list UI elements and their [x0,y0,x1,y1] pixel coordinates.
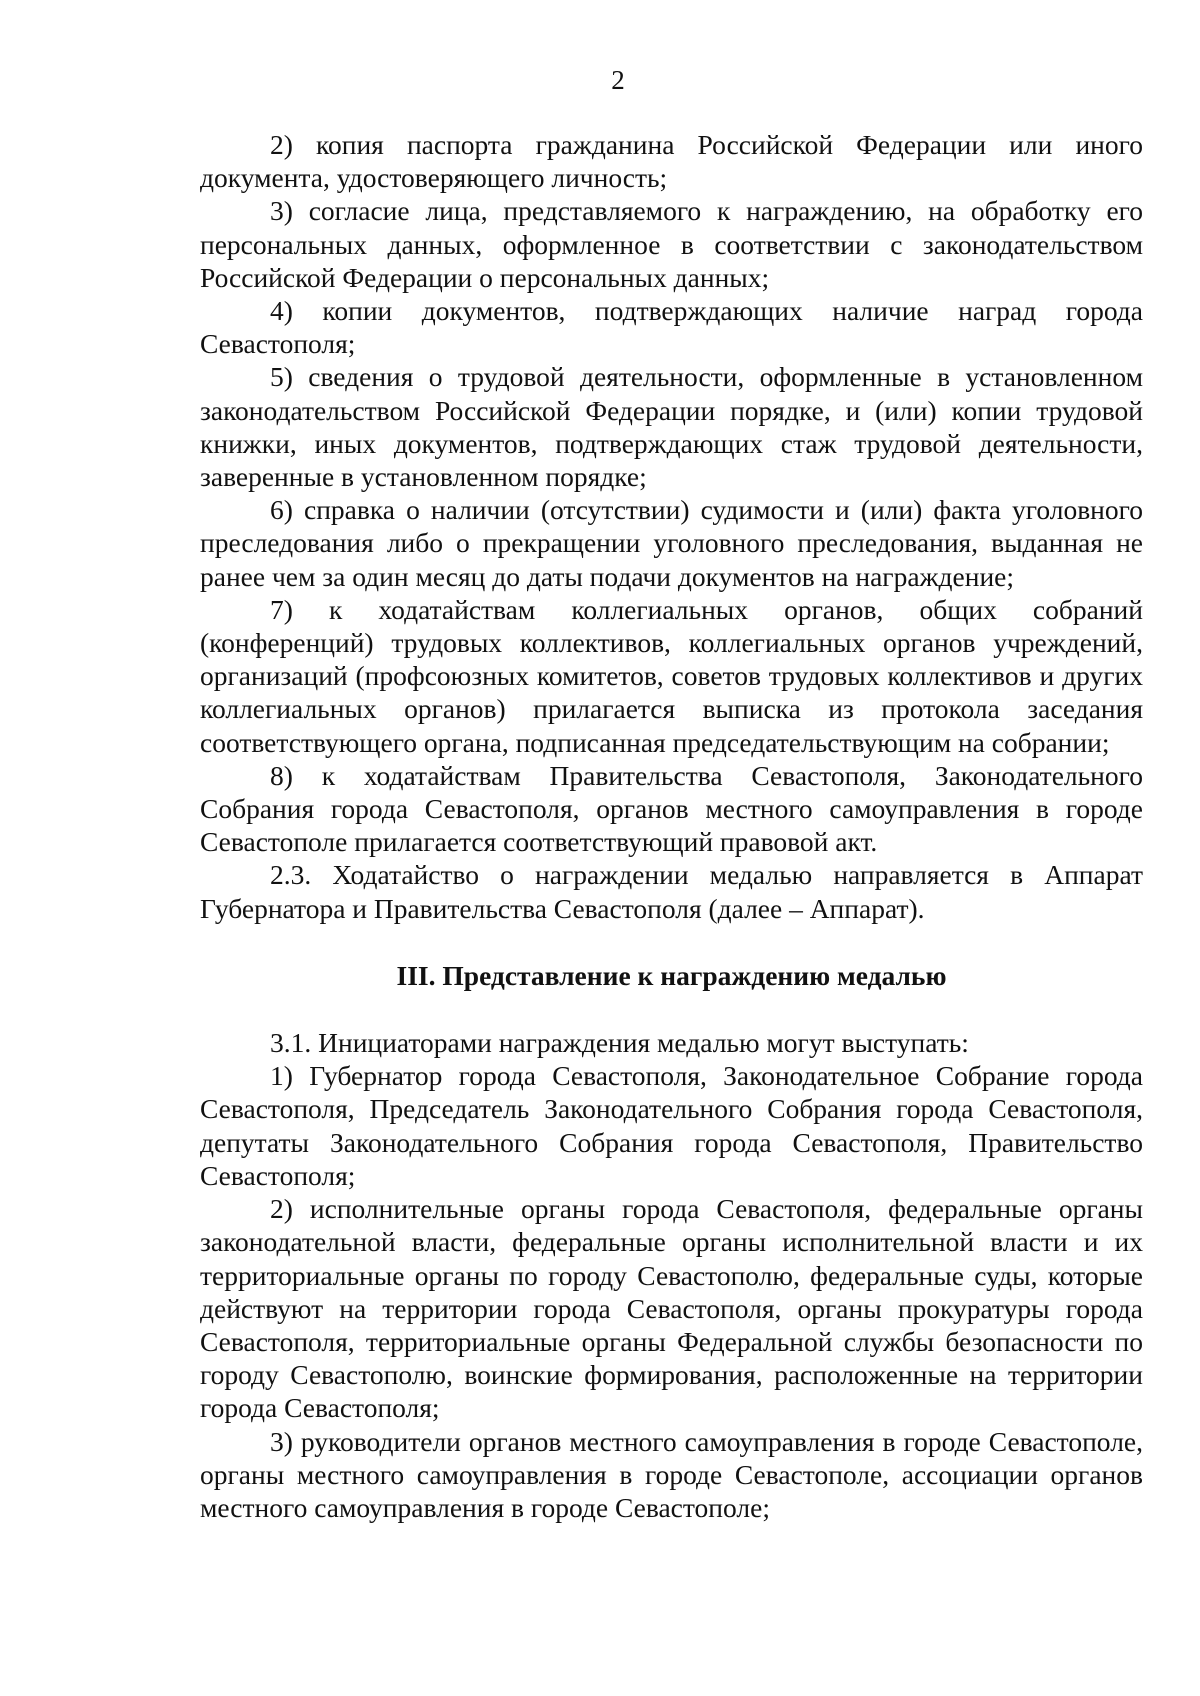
list-item-5: 5) сведения о трудовой деятельности, оформленные в установленном законодательством Российской Федерации порядке, и (или) копии трудовой книжки, иных документов, подтверждающих стаж трудовой деятельности, заверенные в установленном порядке; [200,361,1143,493]
section-heading: III. Представление к награждению медалью [396,959,947,991]
list-item-8: 8) к ходатайствам Правительства Севастополя, Законодательного Собрания города Севастополя, органов местного самоуправления в городе Севастополе прилагается соответствующий правовой акт. [200,759,1143,858]
page-number: 2 [611,65,625,95]
list-item-6: 6) справка о наличии (отсутствии) судимости и (или) факта уголовного преследования либо о прекращении уголовного преследования, выданная не ранее чем за один месяц до даты подачи документов на награждение; [200,494,1143,592]
initiator-item-1: 1) Губернатор города Севастополя, Законодательное Собрание города Севастополя, Председатель Законодательного Собрания города Севастополя, депутаты Законодательного Собрания города Севастополя, Правительство Севастополя; [200,1060,1143,1191]
list-item-3: 3) согласие лица, представляемого к награждению, на обработку его персональных данных, оформленное в соответствии с законодательством Российской Федерации о персональных данных; [200,195,1143,293]
initiator-item-2: 2) исполнительные органы города Севастополя, федеральные органы законодательной власти, федеральные органы исполнительной власти и их территориальные органы по городу Севастополю, федеральные суды, которые действуют на территории города Севастополя, органы прокуратуры города Севастополя, территориальные органы Федеральной службы безопасности по городу Севастополю, воинские формирования, расположенные на территории города Севастополя; [200,1193,1143,1424]
clause-3-1: 3.1. Инициаторами награждения медалью могут выступать: [270,1027,969,1059]
list-item-7: 7) к ходатайствам коллегиальных органов, общих собраний (конференций) трудовых коллективов, коллегиальных органов учреждений, организаций (профсоюзных комитетов, советов трудовых коллективов и других коллегиальных органов) прилагается выписка из протокола заседания соответствующего органа, подписанная председательствующим на собрании; [200,593,1143,758]
list-item-2: 2) копия паспорта гражданина Российской Федерации или иного документа, удостоверяющего личность; [200,129,1143,194]
initiator-item-3: 3) руководители органов местного самоуправления в городе Севастополе, органы местного самоуправления в городе Севастополе, ассоциации органов местного самоуправления в городе Севастополе; [200,1425,1143,1523]
list-item-4: 4) копии документов, подтверждающих наличие наград города Севастополя; [200,295,1143,360]
document-body [200,128,1143,1524]
clause-2-3: 2.3. Ходатайство о награждении медалью направляется в Аппарат Губернатора и Правительства Севастополя (далее – Аппарат). [200,859,1143,924]
